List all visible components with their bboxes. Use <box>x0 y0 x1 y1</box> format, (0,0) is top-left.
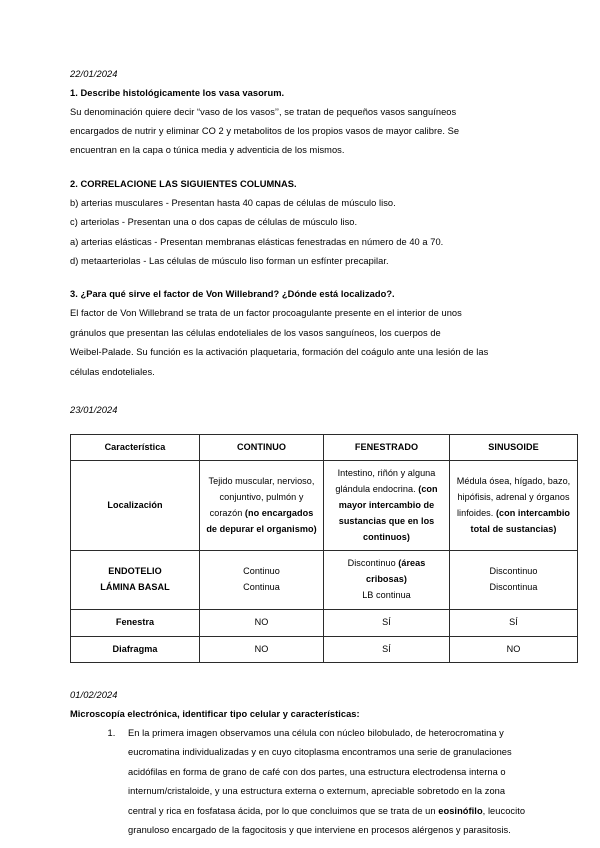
row-label-line-2: LÁMINA BASAL <box>100 582 170 593</box>
spacer <box>70 271 530 285</box>
section-date-01-02-2024: 01/02/2024 <box>70 690 118 701</box>
answer-3-line-1: El factor de Von Willebrand se trata de un factor procoagulante presente en el interior de unos <box>70 308 462 319</box>
numbered-list <box>70 724 530 840</box>
cell-diafragma-sinusoide: NO <box>450 636 578 663</box>
answer-1-line-3: encuentran en la capa o túnica media y adventicia de los mismos. <box>70 145 345 156</box>
cell-endotelio-sinusoide <box>450 551 578 609</box>
cell-fenestra-fenestrado: SÍ <box>324 609 450 636</box>
cell-localizacion-sinusoide <box>450 461 578 551</box>
answer-3-line-3: Weibel-Palade. Su función es la activación plaquetaria, formación del coágulo ante una lesión de las <box>70 347 489 358</box>
cell-fenestra-continuo: NO <box>200 609 324 636</box>
list-item-text-bold: eosinófilo <box>438 805 483 816</box>
cell-localizacion-continuo <box>200 461 324 551</box>
table-header-caracteristica: Característica <box>71 434 200 461</box>
cell-text-line-1: Continuo <box>243 566 280 577</box>
list-item-text-part-2: , leucocito granuloso encargado de la fagocitosis y que interviene en procesos alérgenos y parasitosis. <box>128 805 526 836</box>
table-header-fenestrado: FENESTRADO <box>324 434 450 461</box>
answer-2-item-2: c) arteriolas - Presentan una o dos capas de células de músculo liso. <box>70 217 358 228</box>
question-1-heading: 1. Describe histológicamente los vasa vasorum. <box>70 87 285 98</box>
cell-diafragma-fenestrado: SÍ <box>324 636 450 663</box>
row-label-fenestra: Fenestra <box>71 609 200 636</box>
spacer <box>70 663 530 687</box>
section-date-22-01-2024: 22/01/2024 <box>70 69 118 79</box>
list-item-text-part-1: En la primera imagen observamos una célula con núcleo bilobulado, de heterocromatina y eucromatina individualizadas y en cuyo citoplasma encontramos una serie de granulaciones acidófilas en forma de grano de café con dos partes, una estructura electrodensa interna o internum/cristaloide, y una estructura externa o externum, apreciable sobretodo en la zona central y rica en fosfatasa ácida, por lo que concluimos que se trata de un <box>128 728 512 816</box>
table-header-continuo: CONTINUO <box>200 434 324 461</box>
row-label-diafragma: Diafragma <box>71 636 200 663</box>
answer-1-line-2: encargados de nutrir y eliminar CO 2 y metabolitos de los propios vasos de mayor calibre. Se <box>70 126 460 136</box>
cell-text-plain: Médula ósea, hígado, bazo, hipófisis, adrenal y órganos linfoides. <box>456 476 571 518</box>
table-row <box>71 551 578 609</box>
table-header-row <box>71 434 578 461</box>
cell-text-bold: (áreas cribosas) <box>366 558 426 585</box>
cell-text-bold: (con intercambio total de sustancias) <box>470 507 571 534</box>
cell-endotelio-fenestrado <box>324 551 450 609</box>
answer-2-item-1: b) arterias musculares - Presentan hasta 40 capas de células de músculo liso. <box>70 197 396 208</box>
cell-text-bold: (no encargados de depurar el organismo) <box>206 507 317 534</box>
row-label-localizacion: Localización <box>71 461 200 551</box>
table-row <box>71 636 578 663</box>
spacer <box>70 382 530 402</box>
table-row <box>71 609 578 636</box>
cell-text-plain: Discontinuo <box>347 558 399 569</box>
row-label-endotelio-lamina-basal <box>71 551 200 609</box>
answer-2-item-4: d) metaarteriolas - Las células de músculo liso forman un esfínter precapilar. <box>70 256 389 267</box>
capillary-types-table <box>70 434 578 664</box>
spacer <box>70 420 530 434</box>
cell-localizacion-fenestrado <box>324 461 450 551</box>
cell-fenestra-sinusoide: SÍ <box>450 609 578 636</box>
cell-text-plain: Tejido muscular, nervioso, conjuntivo, pulmón y corazón <box>208 476 315 518</box>
section-date-23-01-2024: 23/01/2024 <box>70 405 118 416</box>
cell-text-bold: (con mayor intercambio de sustancias que en los continuos) <box>338 484 438 542</box>
cell-text-line-2: Continua <box>243 582 280 593</box>
cell-text-plain: Intestino, riñón y alguna glándula endocrina. <box>335 468 436 495</box>
table-row <box>71 461 578 551</box>
answer-3-line-4: células endoteliales. <box>70 366 155 377</box>
list-item <box>118 724 530 840</box>
cell-endotelio-continuo <box>200 551 324 609</box>
answer-1-line-1: Su denominación quiere decir “vaso de los vasos’’, se tratan de pequeños vasos sanguíneos <box>70 106 457 117</box>
table-header-sinusoide: SINUSOIDE <box>450 434 578 461</box>
answer-2-item-3: a) arterias elásticas - Presentan membranas elásticas fenestradas en número de 40 a 70. <box>70 236 444 247</box>
cell-text-line-2: LB continua <box>362 590 411 601</box>
question-2-heading: 2. CORRELACIONE LAS SIGUIENTES COLUMNAS. <box>70 178 297 189</box>
cell-text-line-2: Discontinua <box>489 582 538 593</box>
microscopia-heading: Microscopía electrónica, identificar tipo celular y características: <box>70 709 360 720</box>
spacer <box>70 161 530 175</box>
question-3-heading: 3. ¿Para qué sirve el factor de Von Willebrand? ¿Dónde está localizado?. <box>70 289 395 300</box>
cell-text-line-1: Discontinuo <box>489 566 538 577</box>
cell-diafragma-continuo: NO <box>200 636 324 663</box>
answer-3-line-2: gránulos que presentan las células endoteliales de los vasos sanguíneos, los cuerpos de <box>70 327 441 338</box>
row-label-line-1: ENDOTELIO <box>108 566 162 577</box>
